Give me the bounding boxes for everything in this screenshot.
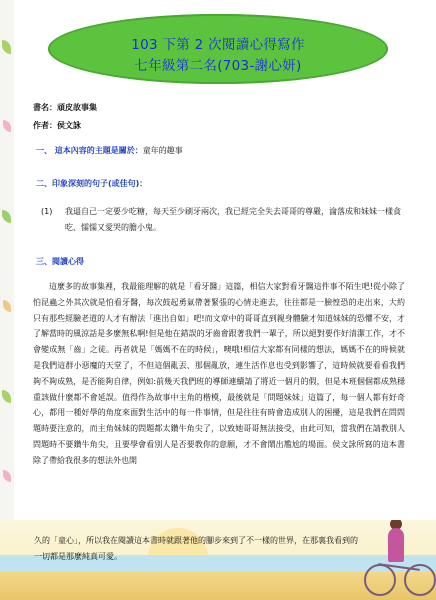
quote-number: (1) bbox=[41, 207, 53, 216]
quote-text: 我逼自己一定要少吃糖，每天至少刷牙兩次，我已經完全失去哥哥的尊嚴，淪落成和妹妹一樣貪吃、懦懦又愛哭的膽小鬼。 bbox=[65, 207, 401, 232]
leaf-icon bbox=[2, 210, 11, 223]
page-title: 103 下第 2 次閱讀心得寫作 bbox=[131, 37, 305, 53]
section-theme bbox=[36, 145, 183, 156]
section-reflection-label: 三、閱讀心得 bbox=[36, 257, 84, 266]
book-title: 書名：頑皮故事集 bbox=[33, 103, 97, 112]
book-author: 作者：侯文詠 bbox=[33, 121, 81, 130]
reflection-body: 這麼多的故事集裡，我最能理解的就是「看牙醫」這篇，相信大家對看牙醫這件事不陌生吧!從小除了怕昆蟲之外其次就是怕看牙醫，每次鼓起勇氣帶著緊張的心情走進去，往往都是一臉惶恐的走出來，大約只有那些經驗老道的人才有辦法「進出自如」吧!而文章中的哥哥直到親身體驗才知道妹妹的恐懼不安，才了解當時的風涼話是多麼無私啊!但是他在錯誤的牙齒會跟著我們一輩子，所以絕對要作好清潔工作，才不會變成無「齒」之徒。再者就是「媽媽不在的時候」，噢哦!相信大家都有同樣的想法，媽媽不在的時候就是我們這群小惡魔的天堂了，不但這個亂丟、那個亂放，連生活作息也受到影響了，這時候就要看看我們夠不夠成熟，是否能夠自律，例如:前幾天我們班的導師連續請了將近一個月的假，但是本班個個都成熟穩重該做什麼都不會延誤。值得作為故事中主角的楷模，最後就是「問題妹妹」這篇了，每一個人都有好奇心，都用一種好學的角度來面對生活中的每一件事情，但是往往有時會造成別人的困擾，這是我們在問問題時要注意的，而主角妹妹的問題都太鑽牛角尖了，以致她哥哥無法接受，由此可知，當我們在請教別人問題時不要鑽牛角尖，且要學會看別人是否要教你的意願，才不會鬧出尷尬的場面。侯文詠所寫的這本書除了帶給我很多的想法外也開 bbox=[33, 282, 405, 465]
left-decorative-strip bbox=[0, 0, 14, 600]
page-subtitle: 七年級第二名(703-謝心妍) bbox=[134, 58, 302, 74]
section-theme-answer: 童年的趣事 bbox=[142, 146, 183, 155]
leaf-icon bbox=[3, 120, 11, 132]
leaf-icon bbox=[3, 300, 11, 312]
reflection-closing-line: 一切都是那麼純真可愛。 bbox=[34, 552, 122, 561]
bicycle-wheel-icon bbox=[364, 564, 396, 596]
girl-body-icon bbox=[388, 528, 404, 562]
leaf-icon bbox=[3, 470, 11, 482]
section-theme-label: 一、 這本內容的主題是關於： bbox=[36, 146, 143, 155]
section-quotes-label: 二、印象深刻的句子(或佳句)： bbox=[36, 179, 148, 188]
leaf-icon bbox=[2, 390, 11, 403]
reflection-continued-line: 久的「童心」，所以我在閱讀這本書時就跟著他的腳步來到了不一樣的世界，在那裏我看到的 bbox=[34, 536, 358, 545]
quote-item bbox=[41, 204, 406, 236]
